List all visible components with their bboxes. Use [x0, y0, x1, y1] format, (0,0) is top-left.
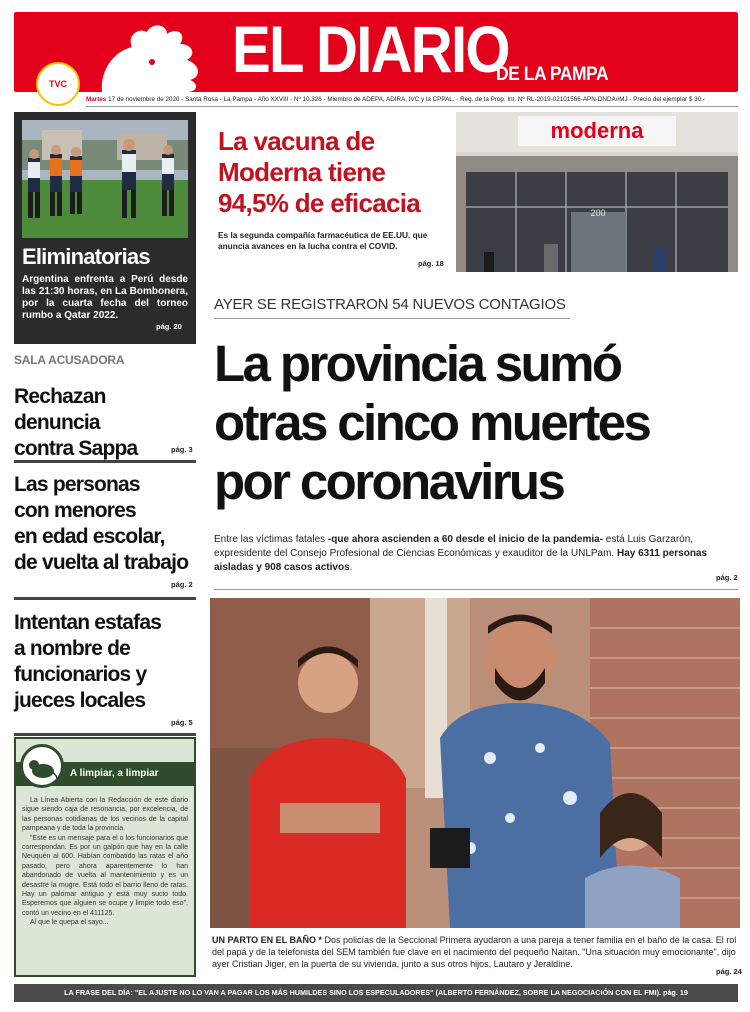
masthead-rule: [86, 106, 738, 107]
sports-summary: Argentina enfrenta a Perú desde las 21:30 horas, en La Bombonera, por la cuarta fecha del torneo rumbo a Qatar 2022.: [22, 274, 188, 321]
building-number: 200: [590, 208, 606, 218]
headline-line: contra Sappa: [14, 437, 138, 460]
quote-of-the-day[interactable]: LA FRASE DEL DÍA: "EL AJUSTE NO LO VAN A PAGAR LOS MÁS HUMILDES SINO LOS ESPECULADORES" (ALBERTO FERNÁNDEZ, SOBRE LA NEGOCIACIÓN CON EL FMI). pág. 19: [64, 988, 688, 997]
story-headline-sappa[interactable]: [14, 384, 196, 462]
tvc-badge: TVC: [36, 62, 80, 106]
moderna-building-photo[interactable]: [456, 112, 738, 272]
headline-line: Moderna tiene: [218, 157, 386, 187]
main-text-part: está Luis Garzarón, expresidente del Consejo Profesional de Ciencias Económicas y exauditor de la UNLPam.: [214, 534, 694, 559]
headline-line: Rechazan denuncia: [14, 385, 106, 434]
main-text-part: .: [349, 562, 353, 573]
photo-caption: [212, 934, 738, 970]
opinion-text: [22, 796, 188, 928]
headline-line: La provincia sumó: [214, 335, 621, 392]
dateline: [86, 96, 736, 103]
opinion-circle: [20, 744, 64, 788]
sports-headline[interactable]: Eliminatorias: [22, 244, 150, 269]
vaccine-page-ref: pág. 18: [418, 259, 444, 268]
sports-page-ref: pág. 20: [156, 322, 182, 331]
headline-line: jueces locales: [14, 689, 146, 712]
newspaper-title[interactable]: EL DIARIO: [232, 12, 509, 86]
headline-line: de vuelta al trabajo: [14, 551, 189, 574]
main-summary: [214, 533, 740, 575]
main-headline[interactable]: [214, 334, 744, 511]
headline-line: por coronavirus: [214, 453, 564, 510]
main-rule: [214, 589, 738, 590]
caption-lead: UN PARTO EN EL BAÑO *: [212, 935, 323, 945]
headline-line: en edad escolar,: [14, 525, 165, 548]
headline-line: otras cinco muertes: [214, 394, 650, 451]
divider: [14, 733, 196, 736]
divider: [14, 460, 196, 463]
headline-line: La vacuna de: [218, 126, 375, 156]
caption-page-ref: pág. 24: [716, 967, 742, 976]
newspaper-subtitle: DE LA PAMPA: [496, 64, 609, 85]
headline-line: Intentan estafas: [14, 611, 162, 634]
sports-photo[interactable]: [22, 120, 188, 238]
caption-text: Dos policías de la Seccional Primera ayudaron a una pareja a tener familia en el baño de la casa. El rol del papá y de la telefonista del SEM también fue clave en el nacimiento del pequeño Naitan. "Una situación muy emocionante", dijo ayer Cristian Jiger, en la puerta de su vivienda, junto a sus otros hijos, Lautaro y Jeraldine.: [212, 935, 737, 969]
family-photo[interactable]: [210, 598, 740, 928]
main-text-part: Entre las víctimas fatales: [214, 534, 328, 545]
opinion-paragraph: "Este es un mensaje para el o los funcionarios que correspondan. Es por un galpón que hay en la calle Neuquén al 600. Habían combatido las ratas el año pasado, pero ahora aparentemente lo han abandonado de vuelta al mantenimiento y es un desastre la mugre. Está todo el barrio lleno de ratas. Hay un palomar antiguo y está muy sucio todo. Esperemos que alguien se ocupe y limpie todo eso", contó un vecino en el 411125.: [22, 834, 188, 917]
opinion-paragraph: La Línea Abierta con la Redacción de este diario sigue siendo caja de resonancia, por excelencia, de las personas cotidianas de los vecinos de la capital pampeana y de toda la provincia.: [22, 797, 188, 833]
main-page-ref: pág. 2: [716, 573, 738, 582]
rat-icon: [23, 747, 61, 785]
story-headline-estafas[interactable]: [14, 610, 196, 714]
vaccine-headline[interactable]: [218, 126, 448, 219]
page-ref: pág. 3: [171, 445, 193, 454]
main-text-bold: Hay 6311 personas aisladas y 908 casos activos: [214, 548, 708, 573]
kicker-rule: [214, 318, 570, 319]
divider: [14, 597, 196, 600]
page-ref: pág. 2: [171, 580, 193, 589]
headline-line: 94,5% de eficacia: [218, 188, 421, 218]
vaccine-summary: Es la segunda compañía farmacéutica de EE.UU. que anuncia avances en la lucha contra el COVID.: [218, 230, 428, 251]
headline-line: Las personas: [14, 473, 140, 496]
dateline-day: Martes: [86, 96, 107, 103]
story-headline-menores[interactable]: [14, 472, 196, 576]
headline-line: funcionarios y: [14, 663, 147, 686]
opinion-paragraph: Al que le quepa el sayo...: [30, 919, 109, 927]
page-ref: pág. 5: [171, 718, 193, 727]
story-kicker: SALA ACUSADORA: [14, 353, 125, 367]
main-kicker: AYER SE REGISTRARON 54 NUEVOS CONTAGIOS: [214, 296, 566, 313]
opinion-title[interactable]: A limpiar, a limpiar: [70, 768, 159, 779]
main-text-bold: -que ahora ascienden a 60 desde el inicio de la pandemia-: [327, 534, 604, 545]
headline-line: con menores: [14, 499, 136, 522]
moderna-sign: moderna: [550, 118, 644, 143]
rooster-logo-icon: [92, 22, 222, 92]
dateline-text: 17 de noviembre de 2020 - Santa Rosa - La Pampa - Año XXVIII - Nº 10.326 - Miembro de ADEPA, ADIRA, IVC y la CPPAL. - Reg. de la Prop. Int. Nº RL-2019-02101566-APN-DNDA#MJ - Precio del ejemplar $ 30.-: [108, 96, 705, 103]
headline-line: a nombre de: [14, 637, 131, 660]
